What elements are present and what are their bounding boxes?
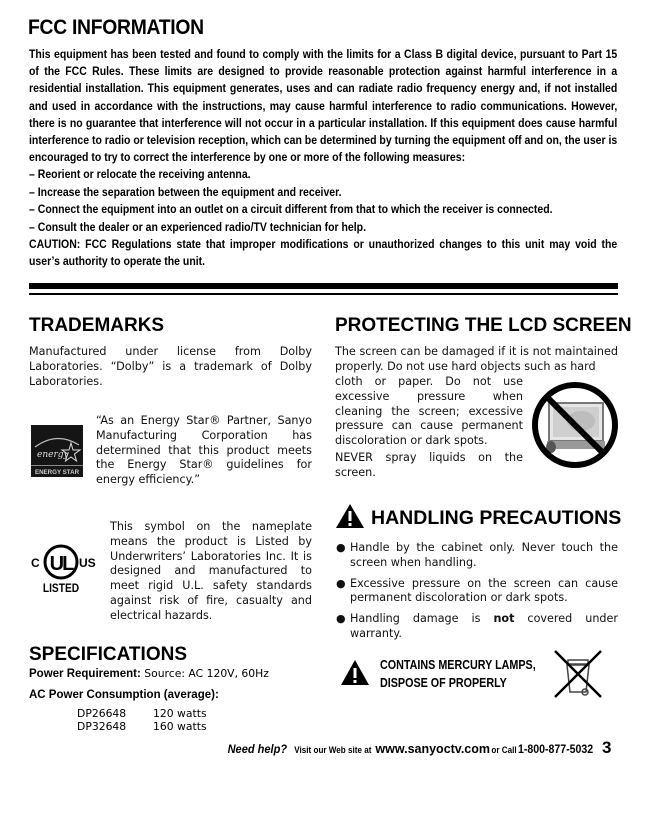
caution-label: CAUTION: bbox=[29, 238, 81, 252]
model-number: DP32648 bbox=[77, 719, 127, 733]
svg-text:UL: UL bbox=[49, 553, 73, 575]
power-requirement-value: Source: AC 120V, 60Hz bbox=[140, 667, 269, 680]
warning-triangle-icon bbox=[340, 659, 370, 686]
need-help-label: Need help? bbox=[227, 742, 288, 756]
warning-triangle-icon bbox=[335, 503, 365, 534]
fcc-paragraph: This equipment has been tested and found to comply with the limits for a Class B digital device, pursuant to Part 15 of the FCC Rules. These limits are designed to provide reasonable protection against harmful interference in a residential installation. This equipment generates, uses and can radiate radio frequency energy and, if not installed and used in accordance with the instructions, may cause harmful interference to radio communications. However, there is no guarantee that interference will not occur in a particular installation. If this equipment does cause harmful interference to radio or television reception, which can be determined by turning the equipment off and on, the user is encouraged to try to correct the interference by one or more of the following measures: bbox=[29, 48, 618, 165]
trademarks-title: TRADEMARKS bbox=[29, 315, 165, 336]
fcc-measure: – Consult the dealer or an experienced radio/TV technician for help. bbox=[29, 220, 367, 234]
fcc-measure: – Increase the separation between the equipment and receiver. bbox=[29, 185, 342, 199]
power-requirement-label: Power Requirement: bbox=[29, 668, 141, 680]
handling-precautions-list bbox=[335, 541, 618, 648]
crossed-out-bin-icon bbox=[552, 648, 604, 700]
svg-text:C: C bbox=[31, 556, 40, 570]
bullet-icon: ● bbox=[336, 612, 346, 626]
svg-text:US: US bbox=[79, 556, 96, 570]
list-item: ● Handling damage is not covered under warranty. bbox=[336, 612, 618, 640]
lcd-title: PROTECTING THE LCD SCREEN bbox=[335, 315, 632, 336]
fcc-caution bbox=[29, 236, 617, 270]
handling-precautions-title: HANDLING PRECAUTIONS bbox=[371, 507, 622, 529]
table-row bbox=[77, 721, 207, 734]
svg-text:energy: energy bbox=[37, 450, 69, 460]
caution-text-line2: void the user’s authority to operate the unit. bbox=[29, 238, 618, 269]
table-row bbox=[77, 708, 207, 721]
ul-listed-logo-icon bbox=[28, 537, 100, 597]
power-consumption-label: AC Power Consumption (average): bbox=[29, 689, 219, 701]
page-number: 3 bbox=[602, 738, 612, 757]
bullet-icon: ● bbox=[336, 576, 346, 590]
no-touch-screen-icon bbox=[531, 381, 619, 469]
energy-star-logo-icon bbox=[31, 425, 83, 477]
section-divider-thin bbox=[29, 293, 618, 295]
handling-precautions-header bbox=[335, 503, 621, 534]
fcc-title: FCC INFORMATION bbox=[28, 16, 204, 39]
wattage: 160 watts bbox=[153, 719, 207, 733]
power-requirement bbox=[29, 667, 269, 680]
bullet-icon: ● bbox=[336, 541, 346, 554]
energy-star-text: “As an Energy Star® Partner, Sanyo Manufacturing Corporation has determined that this product meets the Energy Star® guidelines for energy efficiency.” bbox=[96, 414, 312, 487]
ul-text: This symbol on the nameplate means the product is Listed by Underwriters’ Laboratories Inc. It is designed and manufactured to meet rigid U.L. safety standards against risk of fire, casualty and electrical hazards. bbox=[110, 520, 312, 622]
specifications-title: SPECIFICATIONS bbox=[29, 644, 187, 665]
fcc-body bbox=[29, 46, 617, 270]
list-item: ● Excessive pressure on the screen can cause permanent discoloration or dark spots. bbox=[336, 576, 618, 605]
fcc-measures-list bbox=[29, 166, 617, 236]
svg-text:LISTED: LISTED bbox=[42, 582, 80, 596]
lcd-text-wrap: cloth or paper. Do not use excessive pressure when cleaning the screen; excessive pressure can cause permanent discoloration or dark spots. bbox=[335, 375, 523, 448]
dolby-text: Manufactured under license from Dolby Laboratories. “Dolby” is a trademark of Dolby Laboratories. bbox=[29, 345, 312, 388]
power-consumption-table bbox=[77, 708, 207, 733]
lcd-text-intro: The screen can be damaged if it is not maintained properly. Do not use hard objects such as hard bbox=[335, 345, 618, 373]
website-link[interactable]: www.sanyoctv.com bbox=[375, 742, 491, 756]
list-item: ● Handle by the cabinet only. Never touch the screen when handling. bbox=[336, 541, 618, 569]
lcd-never-spray-text: NEVER spray liquids on the screen. bbox=[335, 451, 523, 479]
phone-number: 1-800-877-5032 bbox=[518, 742, 594, 756]
model-number: DP26648 bbox=[77, 707, 127, 720]
caution-text-line1: FCC Regulations state that improper modifications or unauthorized changes to this unit may bbox=[85, 238, 571, 252]
svg-text:ENERGY STAR: ENERGY STAR bbox=[34, 469, 80, 476]
fcc-measure: – Connect the equipment into an outlet on a circuit different from that to which the receiver is connected. bbox=[29, 203, 553, 217]
help-footer: Need help?Visit our Web site atwww.sanyoctv.comor Call1-800-877-5032 bbox=[227, 742, 594, 756]
fcc-measure: – Reorient or relocate the receiving antenna. bbox=[29, 168, 251, 182]
mercury-warning-text: CONTAINS MERCURY LAMPS, DISPOSE OF PROPERLY bbox=[380, 658, 536, 690]
wattage: 120 watts bbox=[153, 707, 207, 720]
section-divider-thick bbox=[29, 283, 618, 289]
